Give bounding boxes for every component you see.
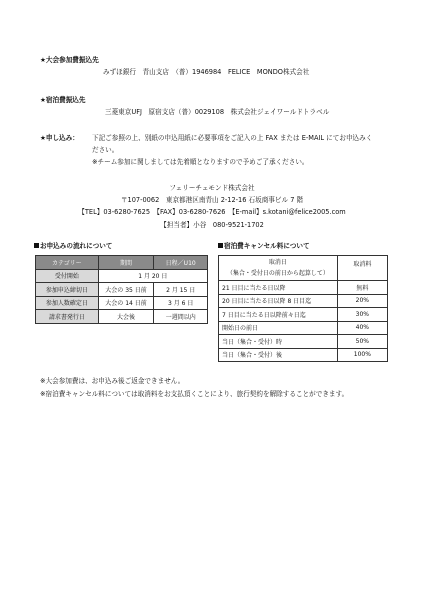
flow-date: 2 月 15 日 [154,283,208,297]
square-bullet-icon [34,243,39,248]
flow-header-row [36,256,208,270]
flow-category: 受付開始 [36,269,99,283]
flow-header-period: 期間 [98,256,154,270]
company-person: 【担当者】小谷 080-9521-1702 [160,221,264,229]
flow-category: 参加人数確定日 [36,296,99,310]
table-row [219,281,388,295]
lodging-fee-account: 三菱東京UFJ 原宿支店（普）0029108 株式会社ジェイワールドトラベル [105,108,330,116]
company-name: フェリーチェモンド株式会社 [169,184,255,192]
cancel-day: 21 日目に当たる日以降 [219,281,338,295]
cancel-heading [218,242,310,250]
cancel-day: 当日（集合・受付）時 [219,335,338,349]
application-note: ※チーム参加に関しましては先着順となりますので予めご了承ください。 [92,158,309,166]
cancel-day: 開始日の前日 [219,321,338,335]
table-row [219,321,388,335]
table-row [219,294,388,308]
flow-heading [34,242,112,250]
flow-header-category: カテゴリー [36,256,99,270]
cancel-header-day-title: 取消日 [268,259,287,266]
cancel-fee: 100% [337,348,387,362]
cancel-header-day-note: （集合・受付日の前日から起算して） [226,270,329,277]
cancel-header-fee: 取消料 [337,256,387,281]
note-cancel-fee: ※宿泊費キャンセル料については取消料をお支払頂くことにより、旅行契約を解除することができます。 [40,390,349,398]
entry-fee-heading: ★大会参加費振込先 [40,56,99,64]
application-line-1: 下記ご参照の上、別紙の申込用紙に必要事項をご記入の上 FAX または E-MAIL にてお申込みく [92,134,373,142]
entry-fee-account: みずほ銀行 青山支店 （普）1946984 FELICE MONDO株式会社 [103,68,310,76]
table-row [36,269,208,283]
cancel-table [218,255,388,362]
flow-table [35,255,208,324]
square-bullet-icon [218,243,223,248]
cancel-fee: 40% [337,321,387,335]
flow-date: 3 月 6 日 [154,296,208,310]
cancel-heading-text: 宿泊費キャンセル料について [224,242,310,250]
cancel-header-day [219,256,338,281]
cancel-header-row [219,256,388,281]
table-row [219,348,388,362]
application-line-2: ださい。 [92,146,119,154]
table-row [36,310,208,324]
flow-span-date: 1 月 20 日 [98,269,207,283]
table-row [36,296,208,310]
cancel-day: 20 日目に当たる日以降 8 日目迄 [219,294,338,308]
flow-category: 参加申込締切日 [36,283,99,297]
cancel-fee: 無料 [337,281,387,295]
company-address: 〒107-0062 東京都港区南青山 2-12-16 石坂商事ビル 7 階 [120,196,304,204]
flow-period: 大会後 [98,310,154,324]
application-heading: ★申し込み： [40,134,79,142]
table-row [219,308,388,322]
table-row [219,335,388,349]
cancel-day: 当日（集合・受付）後 [219,348,338,362]
flow-period: 大会の 35 日前 [98,283,154,297]
flow-header-date: 日程／U10 [154,256,208,270]
cancel-fee: 20% [337,294,387,308]
cancel-fee: 30% [337,308,387,322]
lodging-fee-heading: ★宿泊費振込先 [40,96,86,104]
flow-category: 請求書発行日 [36,310,99,324]
flow-period: 大会の 14 日前 [98,296,154,310]
cancel-day: 7 日目に当たる日以降前々日迄 [219,308,338,322]
flow-date: 一週間以内 [154,310,208,324]
company-contact: 【TEL】03-6280-7625 【FAX】03-6280-7626 【E-mail】s.kotani@felice2005.com [78,208,346,216]
note-entry-fee: ※大会参加費は、お申込み後ご返金できません。 [40,377,185,385]
table-row [36,283,208,297]
cancel-fee: 50% [337,335,387,349]
flow-heading-text: お申込みの流れについて [40,242,113,250]
